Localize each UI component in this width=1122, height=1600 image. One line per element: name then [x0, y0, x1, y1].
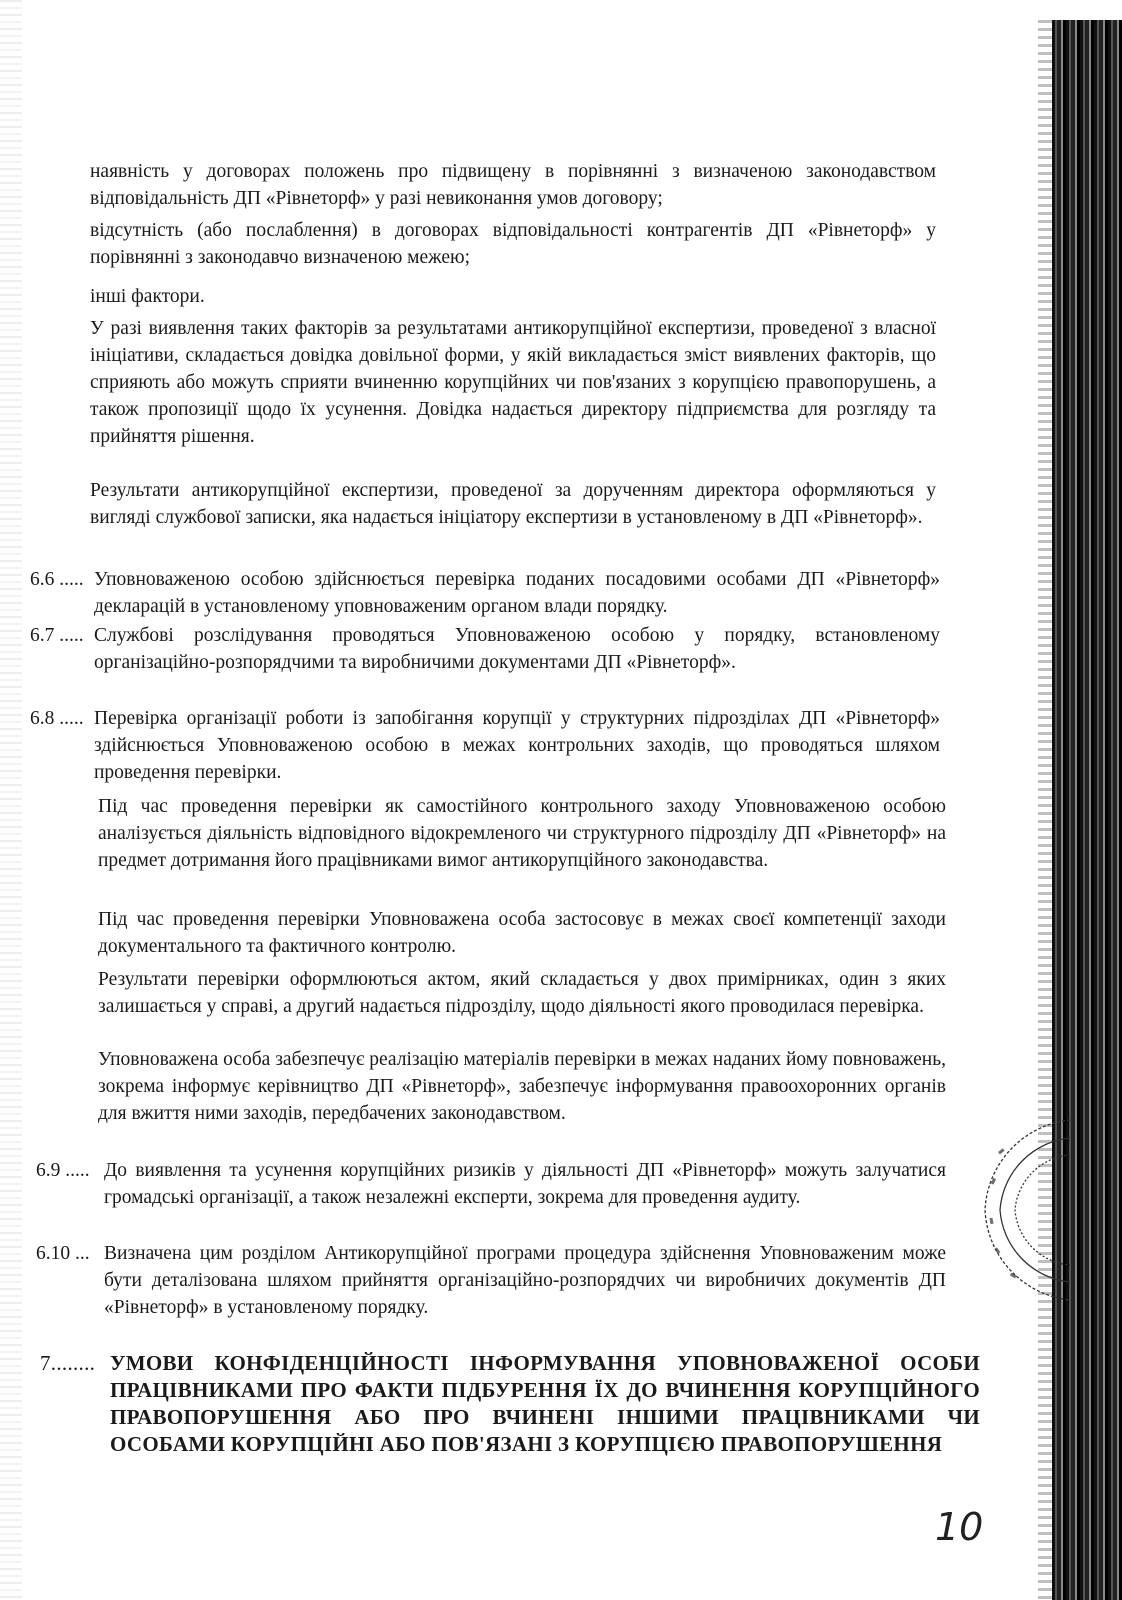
item-text: До виявлення та усунення корупційних ризиків у діяльності ДП «Рівнеторф» можуть залучатися громадські організації, а також незалежні експерти, зокрема для проведення аудиту. [104, 1160, 946, 1208]
paragraph-other-factors: інші фактори. [90, 286, 205, 307]
scan-right-edge [1052, 20, 1122, 1600]
paragraph-inspection-implementation: Уповноважена особа забезпечує реалізацію матеріалів перевірки в межах наданих йому повноважень, зокрема інформує керівництво ДП «Рівнеторф», забезпечує інформування правоохоронних органів для вжиття ними заходів, передбачених законодавством. [98, 1049, 946, 1124]
paragraph-inspection-analysis: Під час проведення перевірки як самостійного контрольного заходу Уповноваженою особою аналізується діяльність відповідного відокремленого чи структурного підрозділу ДП «Рівнеторф» на предмет дотримання його працівниками вимог антикорупційного законодавства. [98, 796, 946, 871]
item-number: 6.6 ..... [30, 569, 84, 590]
item-number: 6.9 ..... [36, 1160, 90, 1181]
paragraph-inspection-control: Під час проведення перевірки Уповноважена особа застосовує в межах своєї компетенції заходи документального та фактичного контролю. [98, 909, 946, 957]
section-number: 7........ [40, 1351, 96, 1375]
item-number: 6.7 ..... [30, 625, 84, 646]
item-number: 6.10 ... [36, 1243, 90, 1264]
list-item-6-7 [30, 622, 950, 704]
scan-left-edge [0, 0, 22, 1600]
item-text: Уповноваженою особою здійснюється перевірка поданих посадовими особами ДП «Рівнеторф» декларацій в установленому уповноваженим органом влади порядку. [94, 569, 940, 617]
item-number: 6.8 ..... [30, 708, 84, 729]
section-title: УМОВИ КОНФІДЕНЦІЙНОСТІ ІНФОРМУВАННЯ УПОВНОВАЖЕНОЇ ОСОБИ ПРАЦІВНИКАМИ ПРО ФАКТИ ПІДБУРЕННЯ ЇХ ДО ВЧИНЕННЯ КОРУПЦІЙНОГО ПРАВОПОРУШЕННЯ АБО ПРО ВЧИНЕНІ ІНШИМИ ПРАЦІВНИКАМИ ЧИ ОСОБАМИ КОРУПЦІЙНІ АБО ПОВ'ЯЗАНІ З КОРУПЦІЄЮ ПРАВОПОРУШЕННЯ [110, 1351, 980, 1456]
paragraph-expertise-findings: У разі виявлення таких факторів за результатами антикорупційної експертизи, проведеної з власної ініціативи, складається довідка довільної форми, у якій викладається зміст виявлених факторів, що сприяють або можуть сприяти вчиненню корупційних чи пов'язаних з корупцією правопорушень, а також пропозиції щодо їх усунення. Довідка надається директору підприємства для розгляду та прийняття рішення. [90, 318, 936, 447]
round-stamp-partial [980, 1110, 1070, 1310]
list-item-6-10 [36, 1240, 956, 1322]
paragraph-inspection-act: Результати перевірки оформлюються актом, який складається у двох примірниках, один з яких залишається у справі, а другий надається підрозділу, щодо діяльності якого проводилася перевірка. [98, 969, 946, 1017]
list-item-6-9 [36, 1157, 956, 1239]
paragraph-counterparty-liability: відсутність (або послаблення) в договорах відповідальності контрагентів ДП «Рівнеторф» у порівнянні з законодавчо визначеною межею; [90, 220, 936, 268]
paragraph-contract-liability: наявність у договорах положень про підвищену в порівнянні з визначеною законодавством відповідальність ДП «Рівнеторф» у разі невиконання умов договору; [90, 161, 936, 209]
page-number: 10 [935, 1505, 984, 1549]
item-text: Визначена цим розділом Антикорупційної програми процедура здійснення Уповноваженим може бути деталізована шляхом прийняття організаційно-розпорядчих чи виробничих документів ДП «Рівнеторф» в установленому порядку. [104, 1243, 946, 1318]
paragraph-expertise-results: Результати антикорупційної експертизи, проведеної за дорученням директора оформляються у вигляді службової записки, яка надається ініціатору експертизи в установленому в ДП «Рівнеторф». [90, 480, 936, 528]
item-text: Службові розслідування проводяться Уповноваженою особою у порядку, встановленому організаційно-розпорядчими та виробничими документами ДП «Рівнеторф». [94, 625, 940, 673]
item-text: Перевірка організації роботи із запобігання корупції у структурних підрозділах ДП «Рівнеторф» здійснюється Уповноваженою особою в межах контрольних заходів, що проводяться шляхом проведення перевірки. [94, 708, 940, 783]
list-item-6-6 [30, 566, 950, 626]
list-item-6-8 [30, 705, 950, 787]
